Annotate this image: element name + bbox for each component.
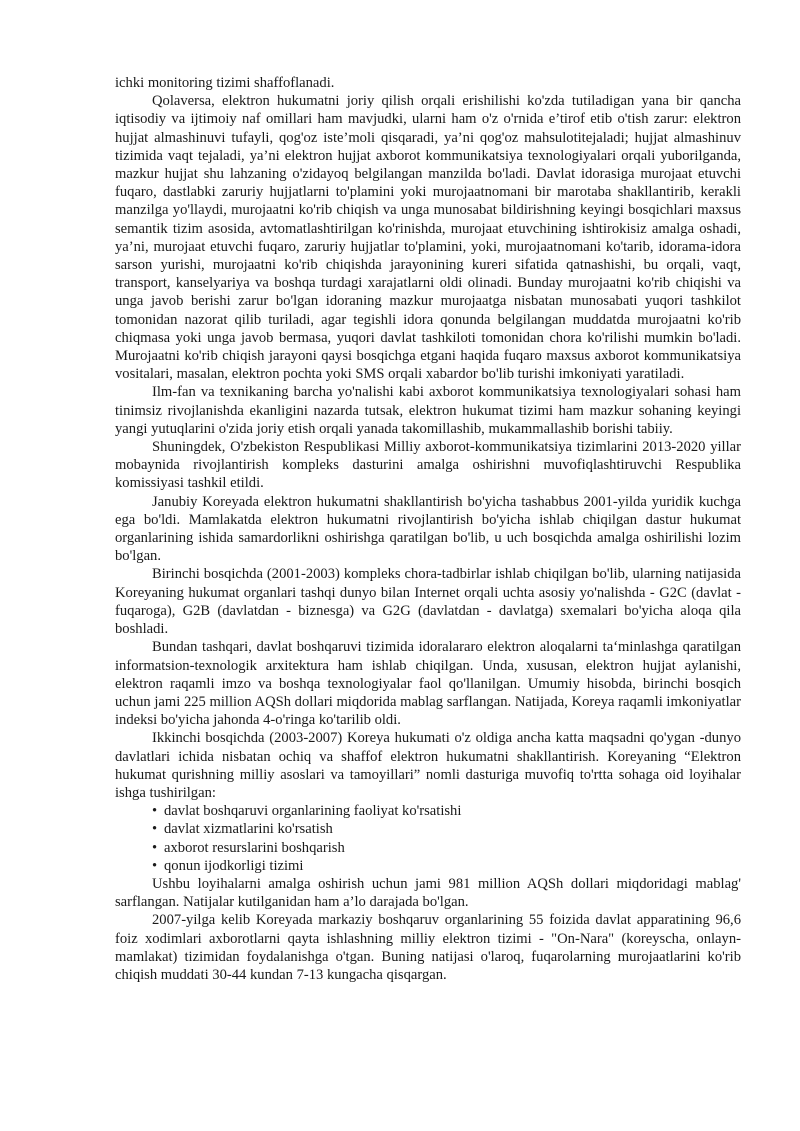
bullet-icon: • [152,839,158,856]
paragraph: Bundan tashqari, davlat boshqaruvi tizimida idoralararo elektron aloqalarni taʻminlashga qaratilgan informatsion-texnologik arxitektura ham ishlab chiqilgan. Unda, xususan, elektron hujjat aylanishi, elektron raqamli imzo va boshqa texnologiyalar faol qo'llanilgan. Umumiy hisobda, birinchi bosqich uchun jami 225 million AQSh dollari miqdorida mablag sarflangan. Natijada, Koreya raqamli imkoniyatlar indeksi bo'yicha jahonda 4-o'ringa ko'tarilib oldi. [115,639,741,729]
list-item-text: davlat xizmatlarini ko'rsatish [164,821,333,838]
bullet-list [115,802,741,875]
list-item [152,857,741,875]
list-item-text: qonun ijodkorligi tizimi [164,857,304,874]
paragraph: Janubiy Koreyada elektron hukumatni shakllantirish bo'yicha tashabbus 2001-yilda yuridik kuchga ega bo'ldi. Mamlakatda elektron hukumatni rivojlantirish bo'yicha ishlab chiqilgan dastur hukumat organlarining ishida samardorlikni oshirishga qaratilgan bo'lib, u uch bosqichda amalga oshirilishi lozim bo'lgan. [115,493,741,565]
paragraph: Ikkinchi bosqichda (2003-2007) Koreya hukumati o'z oldiga ancha katta maqsadni qo'ygan -dunyo davlatlari ichida nisbatan ochiq va shaffof elektron hukumatni shakllantirish. Koreyaning “Elektron hukumat qurishning milliy asoslari va tamoyillari” nomli dasturiga muvofiq to'rtta sohaga oid loyihalar ishga tushirilgan: [115,730,741,801]
list-item-text: davlat boshqaruvi organlarining faoliyat ko'rsatishi [164,803,462,820]
list-item [152,802,741,820]
list-item-text: axborot resurslarini boshqarish [164,839,345,856]
paragraph: Ushbu loyihalarni amalga oshirish uchun jami 981 million AQSh dollari miqdoridagi mablag' sarflangan. Natijalar kutilganidan ham a’lo darajada bo'lgan. [115,875,741,911]
bullet-icon: • [152,857,158,874]
list-item [152,839,741,857]
list-item [152,820,741,838]
paragraph-continuation: ichki monitoring tizimi shaffoflanadi. [115,75,335,91]
paragraph: Qolaversa, elektron hukumatni joriy qilish orqali erishilishi ko'zda tutiladigan yana bir qancha iqtisodiy va ijtimoiy naf omillari ham mavjudki, ularni ham o'z o'rnida e’tirof etib o'tish zarur: elektron hujjat almashinuvi tufayli, qog'oz iste’moli qisqaradi, ya’ni qog'oz mahsulotitejaladi; hujjat almashinuv tizimida vaqt tejaladi, ya’ni elektron hujjat axborot kommunikatsiya texnologiyalari orqali yuborilganda, mazkur hujjat shu lahzaning o'zidayoq belgilangan manzilda bo'ladi. Davlat idorasiga murojaat etuvchi fuqaro, dastlabki zaruriy hujjatlarni to'plamini yoki murojaatnomani bir marotaba shakllantirib, kerakli manzilga yo'llaydi, murojaatni ko'rib chiqish va unga munosabat bildirishning keyingi bosqichlari maxsus semantik tizim asosida, avtomatlashtirilgan ko'rinishda, murojaat etuvchining ishtirokisiz amalga oshadi, ya’ni, murojaat etuvchi fuqaro, zaruriy hujjatlar to'plamini, yoki, murojaatnomani ko'tarib, idorama-idora sarson yurishi, murojaatni ko'rib chiqishda jarayonining kureri sifatida qatnashishi, bu orqali, vaqt, transport, kanselyariya va boshqa turdagi xarajatlarni oldi olinadi. Bunday murojaatni ko'rib chiqishi va unga javob berishi zarur bo'lgan idoraning mazkur murojaatga nisbatan munosabati yuqori tashkilot tomonidan nazorat qilib turiladi, agar tegishli idora qonunda belgilangan muddatda murojaatni ko'rib chiqmasa yoki unga javob bermasa, yuqori davlat tashkiloti tomonidan chora ko'rilishi mumkin bo'ladi. Murojaatni ko'rib chiqish jarayoni qaysi bosqichga etgani haqida fuqaro maxsus axborot kommunikatsiya vositalari, masalan, elektron pochta yoki SMS orqali xabardor bo'lib turishi imkoniyati yaratiladi. [115,93,741,383]
bullet-icon: • [152,803,158,820]
paragraph: Shuningdek, O'zbekiston Respublikasi Milliy axborot-kommunikatsiya tizimlarini 2013-2020 yillar mobaynida rivojlantirish kompleks dasturini amalga oshirishni muvofiqlashtiruvchi Respublika komissiyasi tashkil etildi. [115,439,741,492]
paragraph: Birinchi bosqichda (2001-2003) kompleks chora-tadbirlar ishlab chiqilgan bo'lib, ularning natijasida Koreyaning hukumat organlari tashqi dunyo bilan Internet orqali uchta asosiy yo'nalishda - G2C (davlat - fuqaroga), G2B (davlatdan - biznesga) va G2G (davlatdan - davlatga) sxemalari bo'yicha aloqa qila boshladi. [115,566,741,638]
document-page [115,74,741,984]
paragraph: Ilm-fan va texnikaning barcha yo'nalishi kabi axborot kommunikatsiya texnologiyalari sohasi ham tinimsiz rivojlanishda ekanligini nazarda tutsak, elektron hukumat tizimi ham mazkur sohaning keyingi yangi yutuqlarini o'zida joriy etish orqali yanada takomillashib, mukammallashib borishi tabiiy. [115,384,741,437]
paragraph: 2007-yilga kelib Koreyada markaziy boshqaruv organlarining 55 foizida davlat apparatining 96,6 foiz xodimlari axborotlarni qayta ishlashning milliy elektron tizimi - "On-Nara" (koreyscha, onlayn-mamlakat) tizimidan foydalanishga o'tgan. Buning natijasi o'laroq, fuqarolarning murojaatlarini ko'rib chiqish muddati 30-44 kundan 7-13 kungacha qisqargan. [115,912,741,983]
bullet-icon: • [152,821,158,838]
